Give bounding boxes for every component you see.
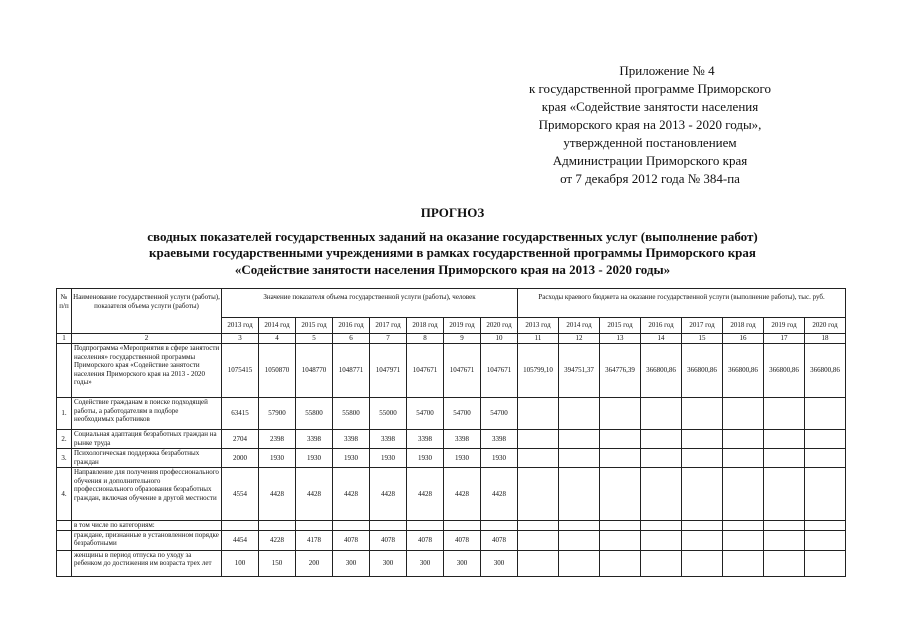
- header-year: 2013 год: [518, 318, 559, 334]
- table-row: [57, 344, 846, 398]
- table-row: [57, 398, 846, 430]
- volume-cell: [259, 521, 296, 531]
- volume-cell: 3398: [481, 430, 518, 449]
- budget-cell: [764, 530, 805, 550]
- budget-cell: [518, 550, 559, 576]
- volume-cell: 57900: [259, 398, 296, 430]
- budget-cell: [600, 521, 641, 531]
- appendix-line: к государственной программе Приморского: [528, 81, 771, 96]
- budget-cell: [805, 398, 846, 430]
- appendix-number: Приложение № 4: [619, 63, 715, 78]
- table-row: [57, 530, 846, 550]
- row-name: Социальная адаптация безработных граждан на рынке труда: [72, 430, 222, 449]
- budget-cell: [723, 398, 764, 430]
- budget-cell: [723, 449, 764, 468]
- row-number: 2.: [57, 430, 72, 449]
- header-column-number: 12: [559, 334, 600, 344]
- volume-cell: 1930: [296, 449, 333, 468]
- budget-cell: [723, 521, 764, 531]
- header-year: 2017 год: [370, 318, 407, 334]
- row-name: в том числе по категориям:: [72, 521, 222, 531]
- header-year: 2016 год: [641, 318, 682, 334]
- volume-cell: 4428: [481, 468, 518, 521]
- budget-cell: [600, 530, 641, 550]
- header-year: 2019 год: [444, 318, 481, 334]
- header-column-number: 3: [222, 334, 259, 344]
- appendix-line: от 7 декабря 2012 года № 384-па: [560, 171, 740, 186]
- table-body: [57, 344, 846, 577]
- budget-cell: [518, 398, 559, 430]
- volume-cell: 1930: [370, 449, 407, 468]
- volume-cell: 4078: [444, 530, 481, 550]
- budget-cell: [805, 468, 846, 521]
- appendix-line: утвержденной постановлением: [563, 135, 737, 150]
- header-column-numbers-row: [57, 334, 846, 344]
- budget-cell: [764, 398, 805, 430]
- volume-cell: 150: [259, 550, 296, 576]
- budget-cell: [682, 449, 723, 468]
- table-row: [57, 430, 846, 449]
- budget-cell: [600, 430, 641, 449]
- row-number: 1.: [57, 398, 72, 430]
- volume-cell: 63415: [222, 398, 259, 430]
- budget-cell: [518, 468, 559, 521]
- header-year: 2014 год: [259, 318, 296, 334]
- volume-cell: 4428: [370, 468, 407, 521]
- budget-cell: [723, 550, 764, 576]
- row-number: [57, 344, 72, 398]
- table-row: [57, 468, 846, 521]
- budget-cell: 394751,37: [559, 344, 600, 398]
- volume-cell: 4178: [296, 530, 333, 550]
- budget-cell: 366800,86: [764, 344, 805, 398]
- header-column-number: 7: [370, 334, 407, 344]
- budget-cell: [600, 550, 641, 576]
- row-name: женщины в период отпуска по уходу за ребенком до достижения им возраста трех лет: [72, 550, 222, 576]
- row-number: [57, 521, 72, 531]
- header-column-number: 9: [444, 334, 481, 344]
- document-title: [0, 205, 905, 278]
- volume-cell: 1930: [259, 449, 296, 468]
- budget-cell: [682, 530, 723, 550]
- budget-cell: [518, 521, 559, 531]
- header-year: 2020 год: [481, 318, 518, 334]
- volume-cell: [370, 521, 407, 531]
- table-row: [57, 449, 846, 468]
- volume-cell: 4078: [407, 530, 444, 550]
- volume-cell: 4078: [333, 530, 370, 550]
- budget-cell: [682, 430, 723, 449]
- row-number: 4.: [57, 468, 72, 521]
- volume-cell: 2000: [222, 449, 259, 468]
- volume-cell: [481, 521, 518, 531]
- row-name: Подпрограмма «Мероприятия в сфере занятости населения» государственной программы Приморского края «Содействие занятости населения Приморского края на 2013 - 2020 годы»: [72, 344, 222, 398]
- header-volume-group: Значение показателя объема государственной услуги (работы), человек: [222, 289, 518, 318]
- header-column-number: 13: [600, 334, 641, 344]
- volume-cell: [444, 521, 481, 531]
- volume-cell: 300: [407, 550, 444, 576]
- volume-cell: 3398: [370, 430, 407, 449]
- volume-cell: 1047971: [370, 344, 407, 398]
- appendix-line: края «Содействие занятости населения: [541, 99, 759, 114]
- volume-cell: 3398: [407, 430, 444, 449]
- header-name: Наименование государственной услуги (работы), показателя объема услуги (работы): [72, 289, 222, 334]
- budget-cell: [559, 449, 600, 468]
- header-year: 2017 год: [682, 318, 723, 334]
- budget-cell: [641, 398, 682, 430]
- volume-cell: 4554: [222, 468, 259, 521]
- budget-cell: [682, 468, 723, 521]
- volume-cell: 1930: [333, 449, 370, 468]
- volume-cell: 4078: [481, 530, 518, 550]
- header-year: 2018 год: [407, 318, 444, 334]
- header-column-number: 6: [333, 334, 370, 344]
- header-column-number: 10: [481, 334, 518, 344]
- volume-cell: 100: [222, 550, 259, 576]
- volume-cell: 4078: [370, 530, 407, 550]
- appendix-line: Приморского края на 2013 - 2020 годы»,: [538, 117, 762, 132]
- row-number: 3.: [57, 449, 72, 468]
- volume-cell: 4428: [259, 468, 296, 521]
- row-name: Направление для получения профессионального обучения и дополнительного профессионального образования безработных граждан, включая обучение в другой местности: [72, 468, 222, 521]
- budget-cell: [559, 468, 600, 521]
- volume-cell: 200: [296, 550, 333, 576]
- header-column-number: 16: [723, 334, 764, 344]
- row-number: [57, 550, 72, 576]
- forecast-table: [56, 288, 846, 577]
- budget-cell: [559, 530, 600, 550]
- header-year: 2020 год: [805, 318, 846, 334]
- row-name: Психологическая поддержка безработных граждан: [72, 449, 222, 468]
- appendix-block: [470, 62, 830, 188]
- header-year: 2013 год: [222, 318, 259, 334]
- header-column-number: 2: [72, 334, 222, 344]
- budget-cell: [641, 550, 682, 576]
- volume-cell: 4228: [259, 530, 296, 550]
- header-column-number: 17: [764, 334, 805, 344]
- header-column-number: 18: [805, 334, 846, 344]
- budget-cell: [682, 550, 723, 576]
- header-year: 2014 год: [559, 318, 600, 334]
- header-year: 2016 год: [333, 318, 370, 334]
- budget-cell: 364776,39: [600, 344, 641, 398]
- header-year: 2018 год: [723, 318, 764, 334]
- volume-cell: 1930: [444, 449, 481, 468]
- budget-cell: [518, 430, 559, 449]
- budget-cell: 366800,86: [805, 344, 846, 398]
- volume-cell: 2704: [222, 430, 259, 449]
- volume-cell: 55800: [296, 398, 333, 430]
- volume-cell: 2398: [259, 430, 296, 449]
- volume-cell: 4428: [296, 468, 333, 521]
- budget-cell: [764, 550, 805, 576]
- volume-cell: 4428: [407, 468, 444, 521]
- table-row: [57, 550, 846, 576]
- volume-cell: 55000: [370, 398, 407, 430]
- budget-cell: [559, 398, 600, 430]
- volume-cell: 54700: [444, 398, 481, 430]
- volume-cell: 4454: [222, 530, 259, 550]
- volume-cell: [296, 521, 333, 531]
- table-row: [57, 521, 846, 531]
- volume-cell: 54700: [407, 398, 444, 430]
- title-line: краевыми государственными учреждениями в рамках государственной программы Приморского края: [149, 245, 756, 260]
- budget-cell: 366800,86: [682, 344, 723, 398]
- volume-cell: 1047671: [481, 344, 518, 398]
- appendix-line: Администрации Приморского края: [552, 153, 748, 168]
- budget-cell: [764, 521, 805, 531]
- volume-cell: 1050870: [259, 344, 296, 398]
- budget-cell: [559, 430, 600, 449]
- budget-cell: [518, 449, 559, 468]
- volume-cell: 1075415: [222, 344, 259, 398]
- header-budget-group: Расходы краевого бюджета на оказание государственной услуги (выполнение работы), тыс. руб.: [518, 289, 846, 318]
- title-line: «Содействие занятости населения Приморского края на 2013 - 2020 годы»: [234, 261, 671, 277]
- budget-cell: [805, 550, 846, 576]
- volume-cell: 4428: [444, 468, 481, 521]
- volume-cell: 1930: [407, 449, 444, 468]
- budget-cell: [723, 530, 764, 550]
- volume-cell: [333, 521, 370, 531]
- budget-cell: [805, 430, 846, 449]
- volume-cell: 1048770: [296, 344, 333, 398]
- volume-cell: 1930: [481, 449, 518, 468]
- budget-cell: [723, 468, 764, 521]
- budget-cell: [600, 398, 641, 430]
- header-year: 2019 год: [764, 318, 805, 334]
- budget-cell: [764, 468, 805, 521]
- budget-cell: [518, 530, 559, 550]
- header-column-number: 8: [407, 334, 444, 344]
- budget-cell: [723, 430, 764, 449]
- header-column-number: 11: [518, 334, 559, 344]
- volume-cell: 4428: [333, 468, 370, 521]
- budget-cell: [682, 398, 723, 430]
- volume-cell: 1047671: [407, 344, 444, 398]
- header-column-number: 15: [682, 334, 723, 344]
- budget-cell: [641, 468, 682, 521]
- title-line: сводных показателей государственных заданий на оказание государственных услуг (выполнение работ): [147, 228, 758, 244]
- budget-cell: [600, 468, 641, 521]
- header-year: 2015 год: [600, 318, 641, 334]
- volume-cell: 3398: [444, 430, 481, 449]
- budget-cell: 366800,86: [641, 344, 682, 398]
- budget-cell: 366800,86: [723, 344, 764, 398]
- header-column-number: 14: [641, 334, 682, 344]
- volume-cell: 54700: [481, 398, 518, 430]
- budget-cell: [559, 550, 600, 576]
- budget-cell: [764, 430, 805, 449]
- header-column-number: 4: [259, 334, 296, 344]
- row-name: Содействие гражданам в поиске подходящей работы, а работодателям в подборе необходимых работников: [72, 398, 222, 430]
- header-num: № п/п: [57, 289, 72, 334]
- header-column-number: 1: [57, 334, 72, 344]
- title-main: ПРОГНОЗ: [420, 205, 485, 220]
- volume-cell: 300: [444, 550, 481, 576]
- volume-cell: 300: [370, 550, 407, 576]
- volume-cell: [407, 521, 444, 531]
- volume-cell: 3398: [296, 430, 333, 449]
- budget-cell: [764, 449, 805, 468]
- budget-cell: [600, 449, 641, 468]
- budget-cell: [805, 521, 846, 531]
- budget-cell: [682, 521, 723, 531]
- volume-cell: [222, 521, 259, 531]
- volume-cell: 3398: [333, 430, 370, 449]
- volume-cell: 300: [333, 550, 370, 576]
- budget-cell: [641, 430, 682, 449]
- volume-cell: 1047671: [444, 344, 481, 398]
- budget-cell: [559, 521, 600, 531]
- row-number: [57, 530, 72, 550]
- volume-cell: 300: [481, 550, 518, 576]
- header-column-number: 5: [296, 334, 333, 344]
- budget-cell: [805, 530, 846, 550]
- budget-cell: [641, 449, 682, 468]
- volume-cell: 55800: [333, 398, 370, 430]
- budget-cell: 105799,10: [518, 344, 559, 398]
- volume-cell: 1048771: [333, 344, 370, 398]
- row-name: граждане, признанные в установленном порядке безработными: [72, 530, 222, 550]
- header-year: 2015 год: [296, 318, 333, 334]
- budget-cell: [641, 530, 682, 550]
- budget-cell: [641, 521, 682, 531]
- budget-cell: [805, 449, 846, 468]
